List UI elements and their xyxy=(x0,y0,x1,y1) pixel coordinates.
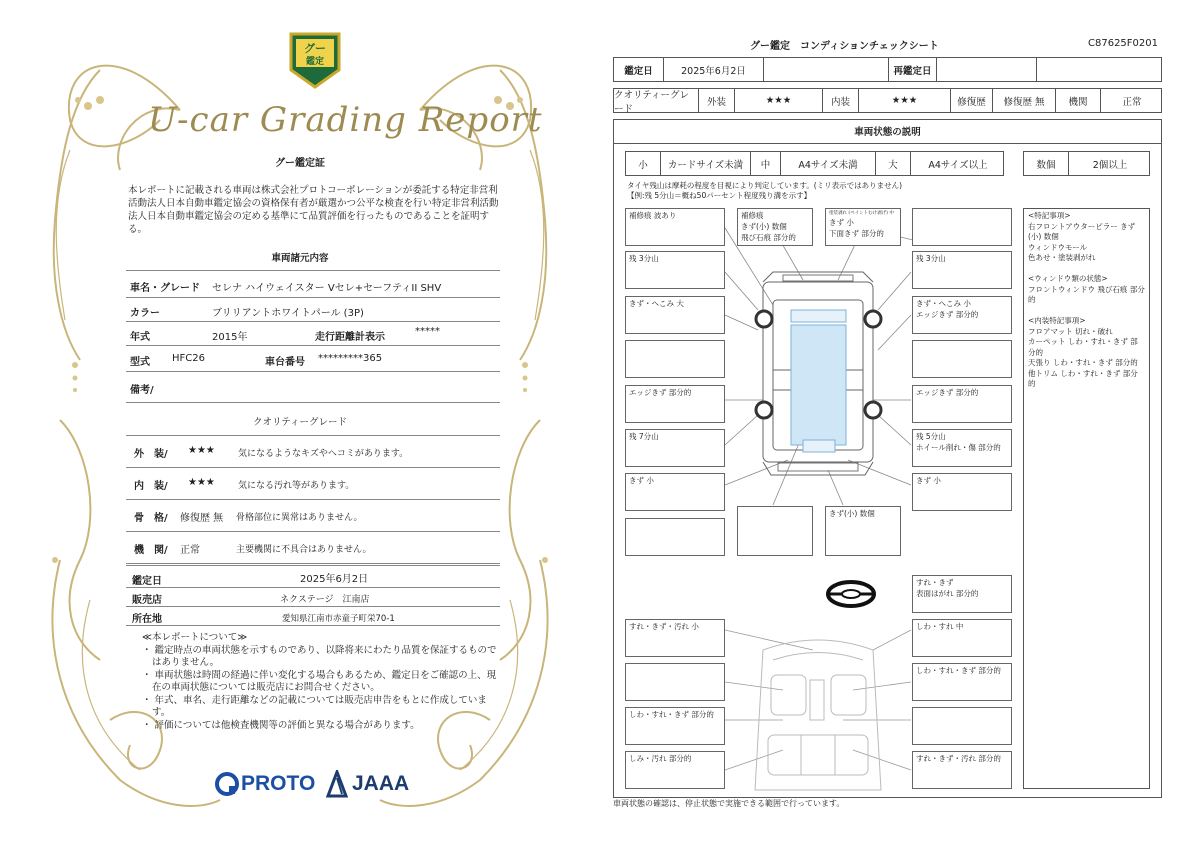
divider xyxy=(126,606,500,607)
note-item: ・ 鑑定時点の車両状態を示すものであり、以降将来にわたり品質を保証するものではありません。 xyxy=(142,644,497,668)
special-note-line: フロントウィンドウ 飛び石痕 部分的 xyxy=(1028,284,1145,304)
date-row xyxy=(613,57,1162,82)
callout-text: ホイール削れ・傷 部分的 xyxy=(916,443,1001,452)
interior-value: ★★★ xyxy=(859,89,951,112)
quality-label: 内 装/ xyxy=(134,481,168,492)
quality-comment: 骨格部位に異常はありません。 xyxy=(236,513,363,523)
front-center-callout xyxy=(737,208,813,246)
proto-logo xyxy=(215,772,315,796)
interior-label: 内装 xyxy=(823,89,859,112)
callout-text: 補修痕 xyxy=(741,211,764,220)
size-small-desc: カードサイズ未満 xyxy=(661,152,751,175)
spec-heading: 車両諸元内容 xyxy=(271,253,329,264)
certificate-title: グー鑑定証 xyxy=(275,158,325,169)
divider xyxy=(126,371,500,372)
empty-cell xyxy=(764,58,889,81)
size-large: 大 xyxy=(876,152,911,175)
callout-text: しみ・汚れ 部分的 xyxy=(629,754,692,763)
mileage-value: ***** xyxy=(415,326,440,337)
interior-seat-left-callout xyxy=(625,707,725,745)
appraisal-date-label: 鑑定日 xyxy=(132,576,162,587)
left-fender-callout xyxy=(625,296,725,334)
steering-wheel-icon xyxy=(825,578,877,610)
callout-text: 下面きず 部分的 xyxy=(829,229,884,238)
proto-logo-icon xyxy=(215,772,239,796)
front-bumper-left-callout xyxy=(625,208,725,246)
notes-title: ≪本レポートについて≫ xyxy=(142,632,248,643)
exterior-label: 外装 xyxy=(699,89,735,112)
special-note-line xyxy=(1028,264,1145,275)
jaaa-logo-text: JAAA xyxy=(352,772,410,795)
special-note-line: カーペット しわ・すれ・きず 部分的 xyxy=(1028,337,1138,357)
chassis-value: *********365 xyxy=(318,353,383,364)
svg-text:鑑定: 鑑定 xyxy=(305,57,325,67)
special-note-line: <内装特記事項> xyxy=(1028,316,1086,325)
engine-label: 機関 xyxy=(1056,89,1101,112)
divider xyxy=(126,565,500,566)
engine-value: 正常 xyxy=(1122,96,1142,108)
divider xyxy=(126,625,500,626)
special-note-line xyxy=(1028,306,1145,317)
special-note-line: <特記事項> xyxy=(1028,211,1071,220)
right-rear-door-callout xyxy=(912,385,1012,423)
interior-front-left-callout xyxy=(625,619,725,657)
callout-text: きず(小) 数個 xyxy=(829,509,875,518)
color-value: ブリリアントホワイトパール (3P) xyxy=(212,308,364,319)
callout-text: エッジきず 部分的 xyxy=(629,388,692,397)
callout-text: エッジきず 部分的 xyxy=(916,310,979,319)
reappraisal-date-label: 再鑑定日 xyxy=(889,58,937,81)
quality-comment: 主要機関に不具合はありません。 xyxy=(236,545,372,555)
sheet-title: グー鑑定 コンディションチェックシート xyxy=(750,41,939,52)
callout-text: 残 3分山 xyxy=(629,254,659,263)
callout-text: 補修痕 波あり xyxy=(629,211,677,220)
model-label: 型式 xyxy=(130,357,150,368)
callout-text: 残 3分山 xyxy=(916,254,946,263)
quality-grade: ★★★ xyxy=(188,477,215,488)
name-label: 車名・グレード xyxy=(130,283,200,294)
quality-grade: 正常 xyxy=(180,545,200,556)
size-large-desc: A4サイズ以上 xyxy=(928,159,988,171)
callout-text: 飛び石痕 部分的 xyxy=(741,233,796,242)
callout-text: すれ・きず・汚れ 部分的 xyxy=(916,754,1001,763)
divider xyxy=(126,321,500,322)
front-bumper-right-callout xyxy=(912,208,1012,246)
left-front-tire-callout xyxy=(625,251,725,289)
special-note-line: 色あせ・塗装剥がれ xyxy=(1028,253,1096,262)
callout-text: 残 7分山 xyxy=(629,432,659,441)
divider xyxy=(126,531,500,532)
divider xyxy=(126,270,500,271)
rear-bumper-center-callout xyxy=(737,506,813,556)
divider xyxy=(126,467,500,468)
special-note-line: 他トリム しわ・すれ・きず 部分的 xyxy=(1028,368,1138,388)
quality-grade: 修復歴 無 xyxy=(180,513,224,524)
divider xyxy=(126,435,500,436)
quality-heading: クオリティーグレード xyxy=(252,417,348,428)
special-note-line: ウィンドウモール xyxy=(1028,242,1088,252)
intro-paragraph: 本レポートに記載される車両は株式会社プロトコーポレーションが委託する特定非営利活動法人日本自動車鑑定協会の資格保有者が厳選かつ公平な検査を行い特定非営利活動法人日本自動車鑑定協会の定める基準にて品質評価を行ったものであることを証明する。 xyxy=(128,185,499,235)
year-value: 2015年 xyxy=(212,332,248,343)
special-note-line: 天張り しわ・すれ・きず 部分的 xyxy=(1028,358,1138,367)
interior-rear-left-callout xyxy=(625,751,725,789)
divider xyxy=(126,587,500,588)
callout-text: 塗装剥れ (ペイントむけ剥げ) 中 xyxy=(829,211,894,216)
count-label: 数個 xyxy=(1024,152,1069,175)
count-desc: 2個以上 xyxy=(1092,159,1128,171)
appraisal-date-value: 2025年6月2日 xyxy=(300,574,369,585)
divider xyxy=(126,402,500,403)
chassis-label: 車台番号 xyxy=(265,357,305,368)
quality-label: 外 装/ xyxy=(134,449,168,460)
size-medium-desc: A4サイズ未満 xyxy=(781,152,876,175)
special-note-line: <ウィンドウ類の状態> xyxy=(1028,274,1108,283)
quality-label: 機 関/ xyxy=(134,545,168,556)
interior-front-right-callout xyxy=(912,619,1012,657)
divider xyxy=(126,297,500,298)
condition-heading: 車両状態の説明 xyxy=(613,119,1162,144)
size-small: 小 xyxy=(626,152,661,175)
left-rear-quarter-callout xyxy=(625,473,725,511)
year-label: 年式 xyxy=(130,332,150,343)
callout-text: きず 小 xyxy=(629,476,654,485)
special-notes-panel xyxy=(1023,208,1150,789)
note-item: ・ 年式、車名、走行距離などの記載については販売店申告をもとに作成しています。 xyxy=(142,694,487,718)
report-notes xyxy=(128,632,498,732)
quality-comment: 気になる汚れ等があります。 xyxy=(238,481,355,491)
shop-value: ネクステージ 江南店 xyxy=(280,595,370,605)
special-note-line: 右フロントアウターピラー きず(小) 数個 xyxy=(1028,221,1136,241)
right-rear-quarter-callout xyxy=(912,473,1012,511)
right-fender-callout xyxy=(912,296,1012,334)
callout-text: 残 5分山 xyxy=(916,432,946,441)
jaaa-logo xyxy=(326,770,409,798)
callout-text: きず 小 xyxy=(829,218,854,227)
callout-text: きず 小 xyxy=(916,476,941,485)
mileage-label: 走行距離計表示 xyxy=(315,332,385,343)
rear-bumper-left-callout xyxy=(625,518,725,556)
callout-text: しわ・すれ・きず 部分的 xyxy=(629,710,714,719)
footer-note: 車両状態の確認は、停止状態で実施できる範囲で行っています。 xyxy=(613,799,845,808)
svg-text:グー: グー xyxy=(304,42,326,55)
model-value: HFC26 xyxy=(172,353,205,364)
exterior-value: ★★★ xyxy=(735,89,823,112)
appraisal-date-label: 鑑定日 xyxy=(614,58,664,81)
left-rear-door-callout xyxy=(625,385,725,423)
repair-history-label: 修復歴 xyxy=(951,89,993,112)
front-hood-callout xyxy=(825,208,901,246)
quality-grade: ★★★ xyxy=(188,445,215,456)
rear-gate-callout xyxy=(825,506,901,556)
quality-comment: 気になるようなキズやヘコミがあります。 xyxy=(238,449,409,459)
interior-rear-right-callout xyxy=(912,751,1012,789)
reappraisal-date-value xyxy=(937,58,1037,81)
special-note-line: フロアマット 切れ・破れ xyxy=(1028,326,1113,336)
quality-label: 骨 格/ xyxy=(134,513,168,524)
divider xyxy=(126,499,500,500)
appraisal-date-value: 2025年6月2日 xyxy=(664,58,764,81)
remarks-label: 備考/ xyxy=(130,385,154,396)
script-title: U-car Grading Report xyxy=(148,100,543,140)
interior-mid-right-callout xyxy=(912,663,1012,701)
divider xyxy=(126,345,500,346)
interior-mid-left-callout xyxy=(625,663,725,701)
callout-text: しわ・すれ 中 xyxy=(916,622,964,631)
quality-row xyxy=(613,88,1162,113)
interior-seat-right-callout xyxy=(912,707,1012,745)
callout-text: すれ・きず xyxy=(916,578,954,587)
tire-note: タイヤ残山は摩耗の程度を目視により判定しています。(ミリ表示ではありません) xyxy=(627,181,903,190)
shop-label: 販売店 xyxy=(132,595,162,606)
count-legend xyxy=(1023,151,1150,176)
callout-text: エッジきず 部分的 xyxy=(916,388,979,397)
callout-text: 表面はがれ 部分的 xyxy=(916,589,979,598)
size-legend xyxy=(625,151,1004,176)
address-label: 所在地 xyxy=(132,614,162,625)
left-rear-tire-callout xyxy=(625,429,725,467)
note-item: ・ 車両状態は時間の経過に伴い変化する場合もあるため、鑑定日をご確認の上、現在の車両状態については販売店にお問合せください。 xyxy=(142,669,497,693)
goo-appraisal-badge-icon xyxy=(287,30,343,90)
jaaa-logo-icon xyxy=(326,770,348,798)
tire-example: 【例:残 5分山＝概ね50パーセント程度残り溝を示す】 xyxy=(627,191,812,200)
name-value: セレナ ハイウェイスター Vセレ+セーフティII SHV xyxy=(212,283,442,294)
document-id: C87625F0201 xyxy=(1088,38,1158,49)
callout-text: きず・へこみ 小 xyxy=(916,299,971,308)
divider xyxy=(126,563,500,564)
callout-text: きず(小) 数個 xyxy=(741,222,787,231)
size-medium: 中 xyxy=(751,152,781,175)
right-door-callout xyxy=(912,340,1012,378)
callout-text: しわ・すれ・きず 部分的 xyxy=(916,666,1001,675)
repair-history-value: 修復歴 無 xyxy=(993,89,1056,112)
callout-text: きず・へこみ 大 xyxy=(629,299,684,308)
address-value: 愛知県江南市赤童子町栄70-1 xyxy=(282,614,395,624)
callout-text: すれ・きず・汚れ 小 xyxy=(629,622,699,631)
right-rear-tire-callout xyxy=(912,429,1012,467)
color-label: カラー xyxy=(130,308,160,319)
proto-logo-text: PROTO xyxy=(241,772,316,795)
right-front-tire-callout xyxy=(912,251,1012,289)
quality-grade-label: クオリティーグレード xyxy=(614,89,699,112)
left-door-callout xyxy=(625,340,725,378)
steering-callout xyxy=(912,575,1012,613)
note-item: ・ 評価については他検査機関等の評価と異なる場合があります。 xyxy=(142,719,420,731)
